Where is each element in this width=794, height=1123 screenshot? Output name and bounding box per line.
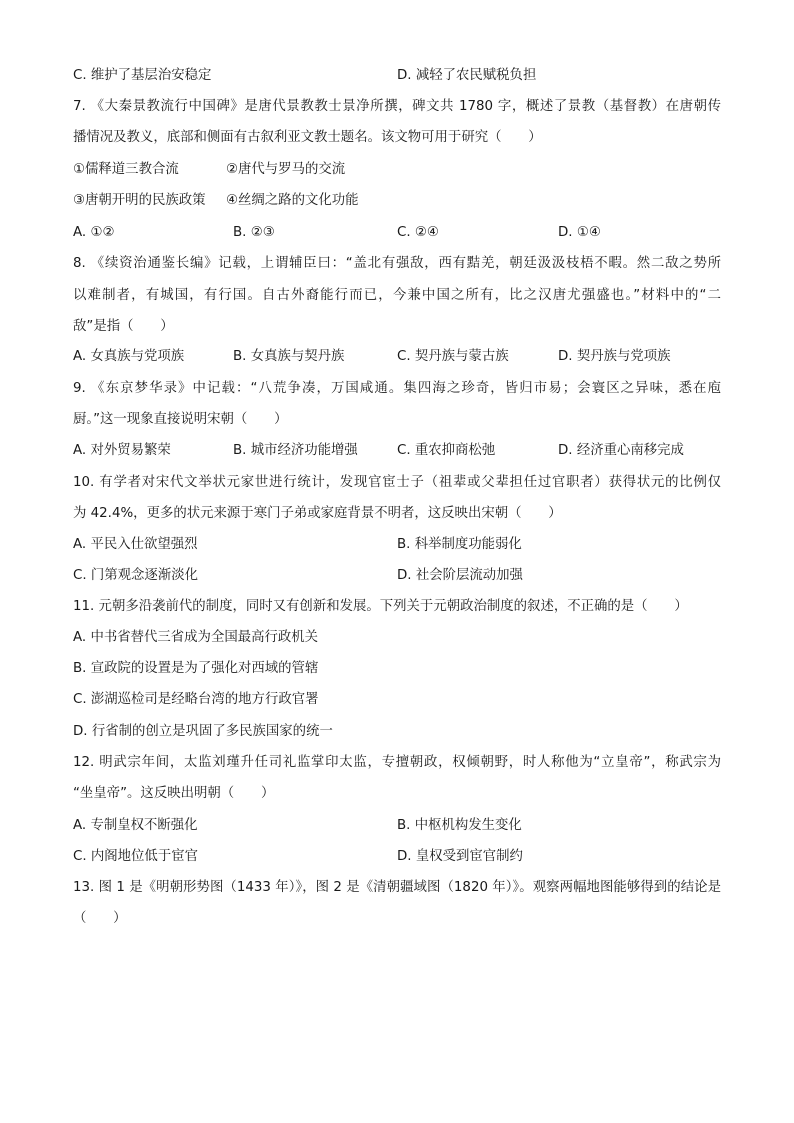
q8-option-d[interactable]: D. 契丹族与党项族 <box>558 349 671 364</box>
q13-stem-line-2: （ ） <box>73 911 127 926</box>
q10-option-c[interactable]: C. 门第观念逐渐淡化 <box>73 568 198 583</box>
q12-stem-line-1: 12. 明武宗年间，太监刘瑾升任司礼监掌印太监，专擅朝政，权倾朝野，时人称他为“立皇帝”，称武宗为 <box>73 755 721 770</box>
q12-option-d[interactable]: D. 皇权受到宦官制约 <box>397 849 523 864</box>
q8-option-a[interactable]: A. 女真族与党项族 <box>73 349 185 364</box>
q10-option-d[interactable]: D. 社会阶层流动加强 <box>397 568 523 583</box>
q7-item-4: ④丝绸之路的文化功能 <box>226 193 359 208</box>
q11-option-c[interactable]: C. 澎湖巡检司是经略台湾的地方行政官署 <box>73 692 319 707</box>
q8-stem-line-3: 敌”是指（ ） <box>73 319 174 334</box>
q10-option-b[interactable]: B. 科举制度功能弱化 <box>397 537 522 552</box>
q8-stem-line-1: 8. 《续资治通鉴长编》记载，上谓辅臣曰：“盖北有强敌，西有黠羌，朝廷汲汲枝梧不暇。然二敌之势所 <box>73 256 721 271</box>
q8-option-b[interactable]: B. 女真族与契丹族 <box>233 349 345 364</box>
q12-stem-line-2: “坐皇帝”。这反映出明朝（ ） <box>73 786 275 801</box>
q9-option-c[interactable]: C. 重农抑商松弛 <box>397 443 496 458</box>
q12-option-b[interactable]: B. 中枢机构发生变化 <box>397 818 522 833</box>
q7-item-1: ①儒释道三教合流 <box>73 162 179 177</box>
q9-stem-line-1: 9. 《东京梦华录》中记载：“八荒争凑，万国咸通。集四海之珍奇，皆归市易；会寰区之异味，悉在庖 <box>73 381 721 396</box>
q8-option-c[interactable]: C. 契丹族与蒙古族 <box>397 349 509 364</box>
q8-stem-line-2: 以难制者，有城国，有行国。自古外裔能行而已，今兼中国之所有，比之汉唐尤强盛也。”材料中的“二 <box>73 288 721 303</box>
q11-option-a[interactable]: A. 中书省替代三省成为全国最高行政机关 <box>73 630 319 645</box>
q7-stem-line-2: 播情况及教义，底部和侧面有古叙利亚文教士题名。该文物可用于研究（ ） <box>73 130 542 145</box>
q9-option-b[interactable]: B. 城市经济功能增强 <box>233 443 358 458</box>
q11-option-d[interactable]: D. 行省制的创立是巩固了多民族国家的统一 <box>73 724 333 739</box>
q7-option-a[interactable]: A. ①② <box>73 225 115 240</box>
q11-stem-line-1: 11. 元朝多沿袭前代的制度，同时又有创新和发展。下列关于元朝政治制度的叙述，不正确的是（ ） <box>73 599 688 614</box>
q12-option-a[interactable]: A. 专制皇权不断强化 <box>73 818 198 833</box>
q7-option-b[interactable]: B. ②③ <box>233 225 275 240</box>
q7-option-c[interactable]: C. ②④ <box>397 225 439 240</box>
q9-option-a[interactable]: A. 对外贸易繁荣 <box>73 443 171 458</box>
q7-item-3: ③唐朝开明的民族政策 <box>73 193 206 208</box>
q6-option-c[interactable]: C. 维护了基层治安稳定 <box>73 68 212 83</box>
q10-stem-line-2: 为 42.4%，更多的状元来源于寒门子弟或家庭背景不明者，这反映出宋朝（ ） <box>73 506 562 521</box>
q12-option-c[interactable]: C. 内阁地位低于宦官 <box>73 849 198 864</box>
q13-stem-line-1: 13. 图 1 是《明朝形势图（1433 年）》，图 2 是《清朝疆域图（1820 年）》。观察两幅地图能够得到的结论是 <box>73 880 721 895</box>
q10-option-a[interactable]: A. 平民入仕欲望强烈 <box>73 537 198 552</box>
q7-stem-line-1: 7. 《大秦景教流行中国碑》是唐代景教教士景净所撰，碑文共 1780 字，概述了景教（基督教）在唐朝传 <box>73 99 721 114</box>
q11-option-b[interactable]: B. 宣政院的设置是为了强化对西域的管辖 <box>73 661 319 676</box>
q7-item-2: ②唐代与罗马的交流 <box>226 162 346 177</box>
q10-stem-line-1: 10. 有学者对宋代文举状元家世进行统计，发现官宦士子（祖辈或父辈担任过官职者）获得状元的比例仅 <box>73 475 721 490</box>
q7-option-d[interactable]: D. ①④ <box>558 225 601 240</box>
q9-option-d[interactable]: D. 经济重心南移完成 <box>558 443 684 458</box>
q9-stem-line-2: 厨。”这一现象直接说明宋朝（ ） <box>73 412 288 427</box>
q6-option-d[interactable]: D. 减轻了农民赋税负担 <box>397 68 537 83</box>
